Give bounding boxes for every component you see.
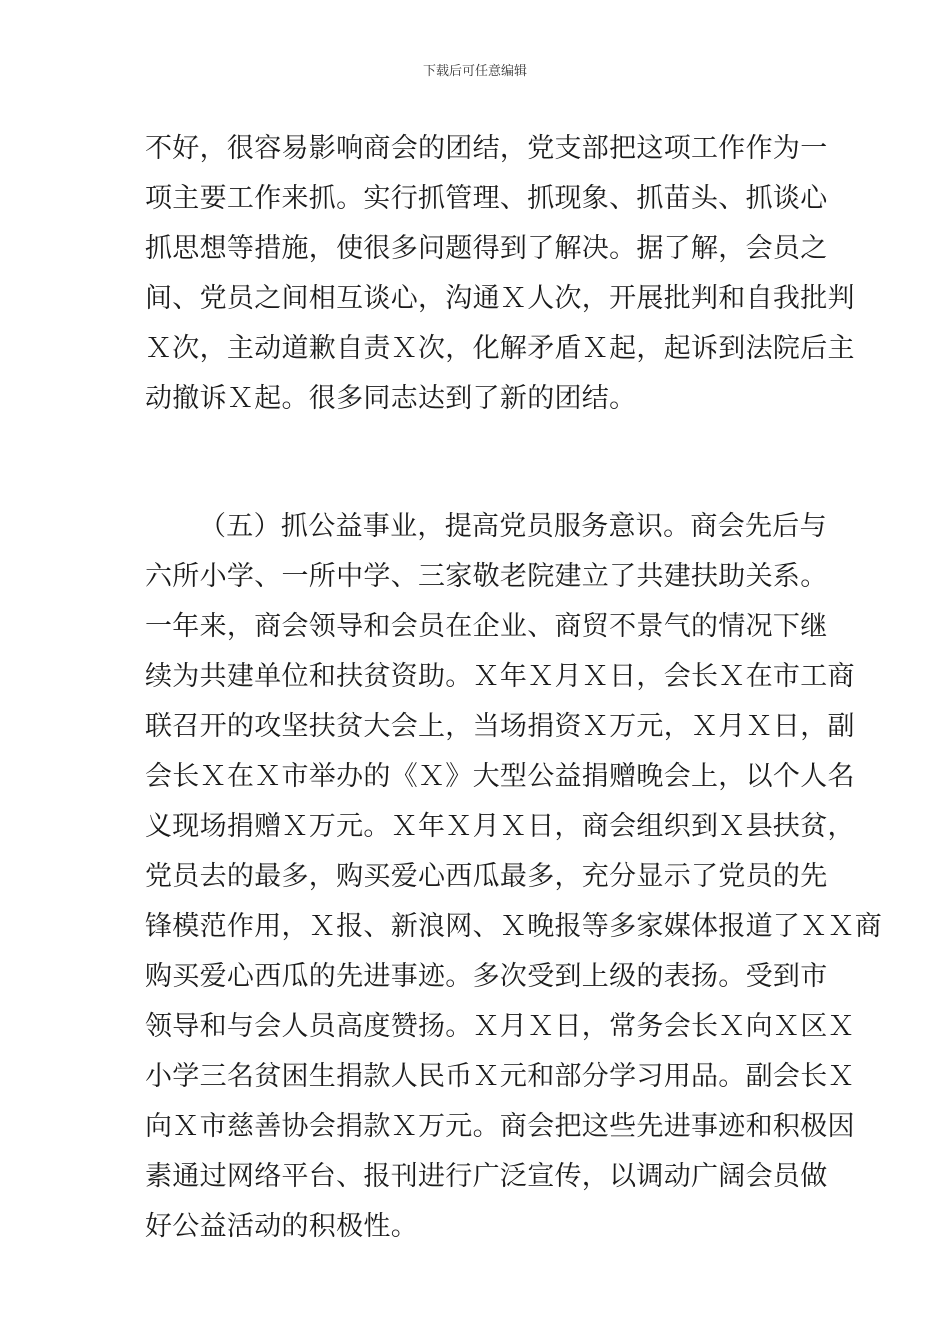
text-line: 联召开的攻坚扶贫大会上，当场捐资Ｘ万元，Ｘ月Ｘ日，副: [145, 711, 855, 742]
text-line: 锋模范作用，Ｘ报、新浪网、Ｘ晚报等多家媒体报道了ＸＸ商: [145, 911, 883, 942]
text-line: 购买爱心西瓜的先进事迹。多次受到上级的表扬。受到市: [145, 961, 828, 992]
text-line: 党员去的最多，购买爱心西瓜最多，充分显示了党员的先: [145, 861, 828, 892]
text-line: 不好，很容易影响商会的团结，党支部把这项工作作为一: [145, 133, 828, 164]
text-line: 向Ｘ市慈善协会捐款Ｘ万元。商会把这些先进事迹和积极因: [145, 1111, 855, 1142]
page-header: 下载后可任意编辑: [422, 64, 527, 79]
text-line: 六所小学、一所中学、三家敬老院建立了共建扶助关系。: [145, 561, 828, 592]
paragraph-2: [145, 502, 883, 1252]
text-line: 领导和与会人员高度赞扬。Ｘ月Ｘ日，常务会长Ｘ向Ｘ区Ｘ: [145, 1011, 855, 1042]
text-line: （五）抓公益事业，提高党员服务意识。商会先后与: [199, 511, 827, 542]
paragraph-1: [145, 124, 855, 424]
text-line: 会长Ｘ在Ｘ市举办的《Ｘ》大型公益捐赠晚会上，以个人名: [145, 761, 855, 792]
text-line: 小学三名贫困生捐款人民币Ｘ元和部分学习用品。副会长Ｘ: [145, 1061, 855, 1092]
paragraph-gap: [145, 424, 810, 502]
document-body: [145, 124, 883, 1252]
text-line: 续为共建单位和扶贫资助。Ｘ年Ｘ月Ｘ日，会长Ｘ在市工商: [145, 661, 855, 692]
text-line: 义现场捐赠Ｘ万元。Ｘ年Ｘ月Ｘ日，商会组织到Ｘ县扶贫，: [145, 811, 855, 842]
text-line: 一年来，商会领导和会员在企业、商贸不景气的情况下继: [145, 611, 828, 642]
text-line: 好公益活动的积极性。: [145, 1211, 418, 1242]
text-line: 间、党员之间相互谈心，沟通Ｘ人次，开展批判和自我批判: [145, 283, 855, 314]
text-line: 动撤诉Ｘ起。很多同志达到了新的团结。: [145, 383, 637, 414]
text-line: 素通过网络平台、报刊进行广泛宣传，以调动广阔会员做: [145, 1161, 828, 1192]
text-line: Ｘ次，主动道歉自责Ｘ次，化解矛盾Ｘ起，起诉到法院后主: [145, 333, 855, 364]
text-line: 项主要工作来抓。实行抓管理、抓现象、抓苗头、抓谈心: [145, 183, 828, 214]
text-line: 抓思想等措施，使很多问题得到了解决。据了解，会员之: [145, 233, 828, 264]
